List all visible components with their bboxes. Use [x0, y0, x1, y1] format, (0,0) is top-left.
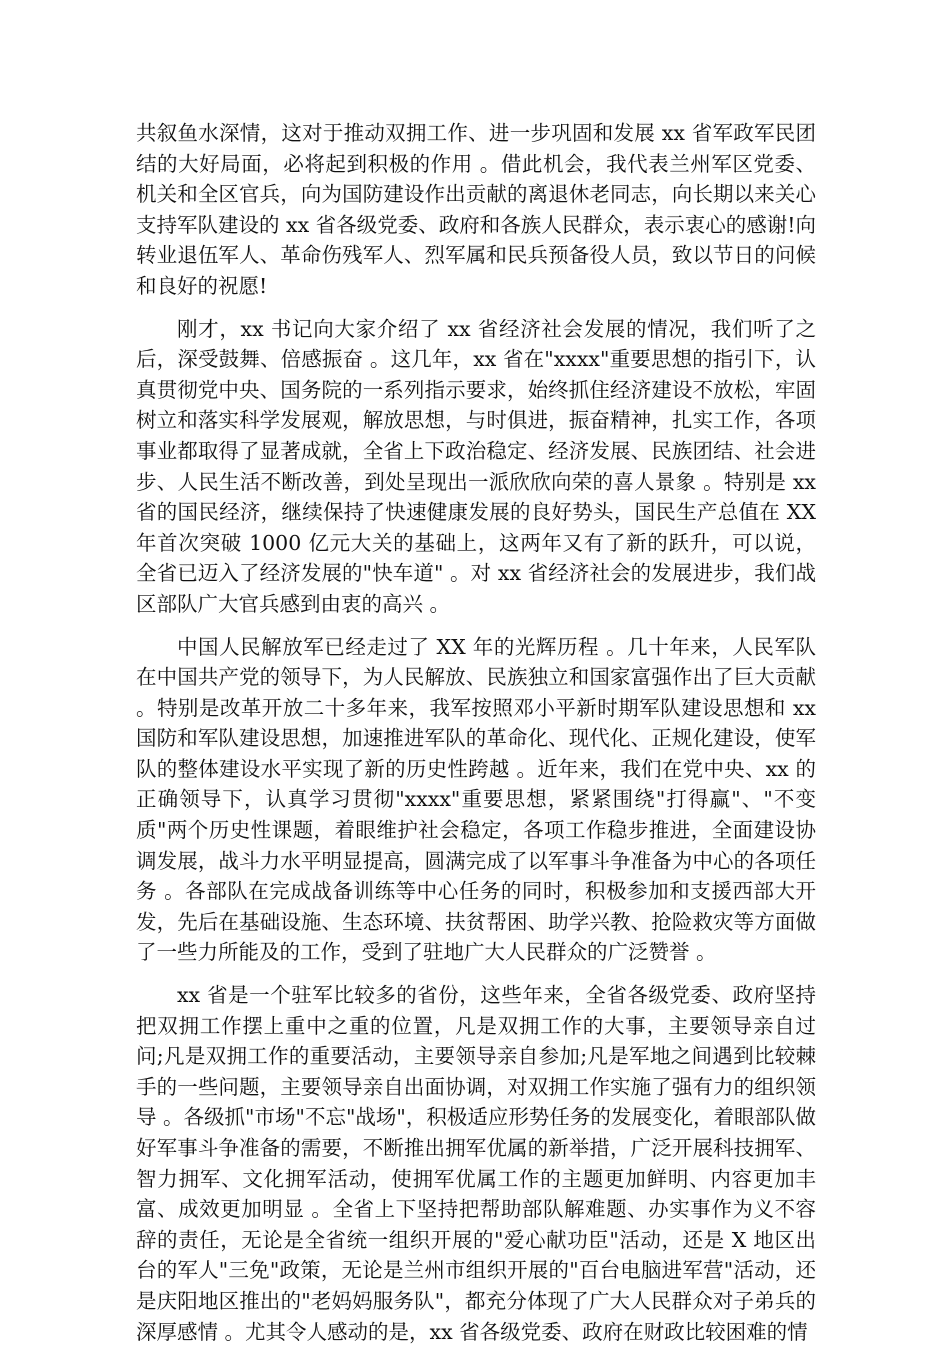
- document-body: [136, 118, 816, 1359]
- paragraph-2: 刚才，xx 书记向大家介绍了 xx 省经济社会发展的情况，我们听了之后，深受鼓舞、倍感振奋 。这几年，xx 省在"xxxx"重要思想的指引下，认真贯彻党中央、国务院的一系列指示要求，始终抓住经济建设不放松，牢固树立和落实科学发展观，解放思想，与时俱进，振奋精神，扎实工作，各项事业都取得了显著成就，全省上下政治稳定、经济发展、民族团结、社会进步、人民生活不断改善，到处呈现出一派欣欣向荣的喜人景象 。特别是 xx 省的国民经济，继续保持了快速健康发展的良好势头，国民生产总值在 XX 年首次突破 1000 亿元大关的基础上，这两年又有了新的跃升，可以说，全省已迈入了经济发展的"快车道" 。对 xx 省经济社会的发展进步，我们战区部队广大官兵感到由衷的高兴 。: [136, 316, 816, 616]
- paragraph-3: 中国人民解放军已经走过了 XX 年的光辉历程 。几十年来，人民军队在中国共产党的领导下，为人民解放、民族独立和国家富强作出了巨大贡献 。特别是改革开放二十多年来，我军按照邓小平新时期军队建设思想和 xx 国防和军队建设思想，加速推进军队的革命化、现代化、正规化建设，使军队的整体建设水平实现了新的历史性跨越 。近年来，我们在党中央、xx 的正确领导下，认真学习贯彻"xxxx"重要思想，紧紧围绕"打得赢"、"不变质"两个历史性课题，着眼维护社会稳定，各项工作稳步推进，全面建设协调发展，战斗力水平明显提高，圆满完成了以军事斗争准备为中心的各项任务 。各部队在完成战备训练等中心任务的同时，积极参加和支援西部大开发，先后在基础设施、生态环境、扶贫帮困、助学兴教、抢险救灾等方面做了一些力所能及的工作，受到了驻地广大人民群众的广泛赞誉 。: [136, 634, 816, 965]
- paragraph-1: 共叙鱼水深情，这对于推动双拥工作、进一步巩固和发展 xx 省军政军民团结的大好局面，必将起到积极的作用 。借此机会，我代表兰州军区党委、机关和全区官兵，向为国防建设作出贡献的离退休老同志，向长期以来关心支持军队建设的 xx 省各级党委、政府和各族人民群众，表示衷心的感谢!向转业退伍军人、革命伤残军人、烈军属和民兵预备役人员，致以节日的问候和良好的祝愿!: [136, 121, 816, 298]
- paragraph-4: xx 省是一个驻军比较多的省份，这些年来，全省各级党委、政府坚持把双拥工作摆上重中之重的位置，凡是双拥工作的大事，主要领导亲自过问;凡是双拥工作的重要活动，主要领导亲自参加;凡是军地之间遇到比较棘手的一些问题，主要领导亲自出面协调，对双拥工作实施了强有力的组织领导 。各级抓"市场"不忘"战场"，积极适应形势任务的发展变化，着眼部队做好军事斗争准备的需要，不断推出拥军优属的新举措，广泛开展科技拥军、智力拥军、文化拥军活动，使拥军优属工作的主题更加鲜明、内容更加丰富、成效更加明显 。全省上下坚持把帮助部队解难题、办实事作为义不容辞的责任，无论是全省统一组织开展的"爱心献功臣"活动，还是 X 地区出台的军人"三免"政策，无论是兰州市组织开展的"百台电脑进军营"活动，还是庆阳地区推出的"老妈妈服务队"，都充分体现了广大人民群众对子弟兵的深厚感情 。尤其令人感动的是，xx 省各级党委、政府在财政比较困难的情: [136, 983, 816, 1344]
